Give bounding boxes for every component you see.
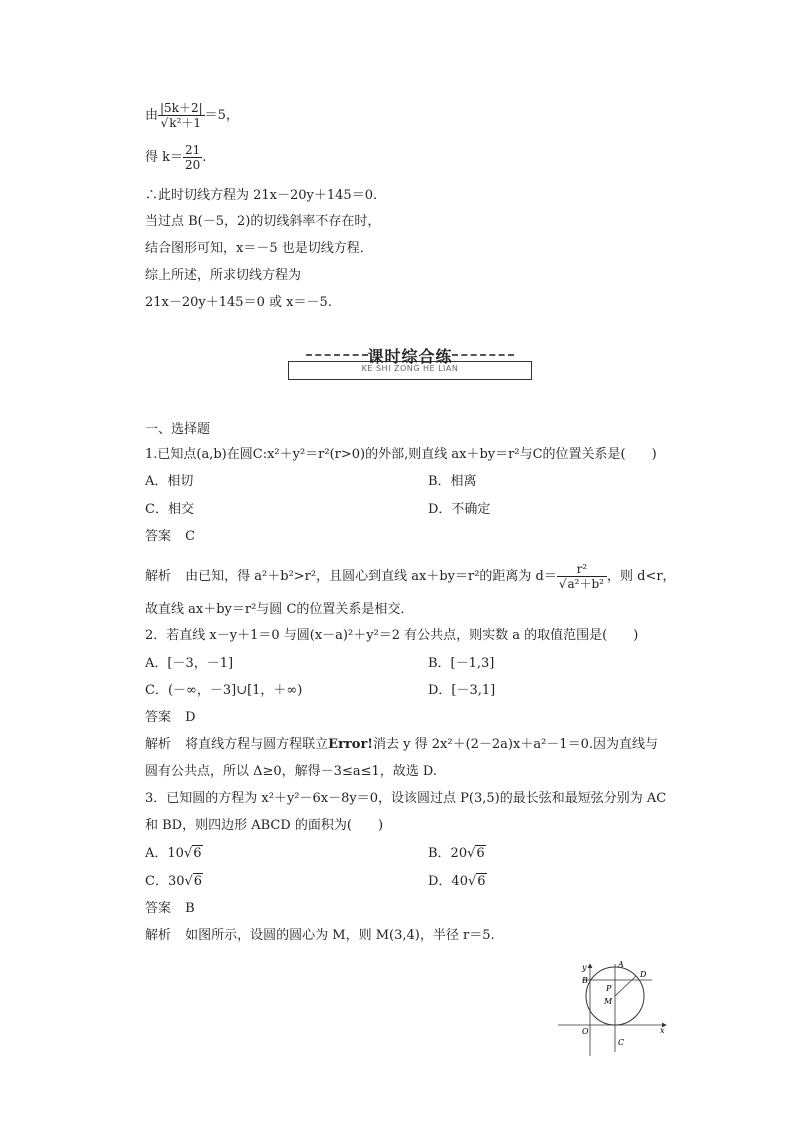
sqrt-icon: √	[183, 846, 193, 861]
answer-label: 答案	[145, 901, 172, 916]
intro-line-2-prefix: 得 k＝	[145, 150, 184, 165]
intro-line-6: 综上所述，所求切线方程为	[145, 268, 302, 283]
q3-stem-2: 和 BD，则四边形 ABCD 的面积为( )	[145, 818, 384, 833]
sqrt-icon: √	[467, 874, 477, 889]
distance-fraction	[158, 101, 205, 130]
answer-label: 答案	[145, 529, 172, 544]
option-a-radicand: 6	[193, 846, 202, 861]
analysis-label: 解析	[145, 737, 172, 752]
sqrt-icon: √	[467, 846, 476, 861]
label-y: y	[582, 963, 587, 972]
label-p: P	[606, 984, 612, 993]
q3-option-a	[145, 845, 203, 863]
error-marker: Error!	[328, 737, 374, 752]
q2-analysis	[145, 736, 658, 754]
intro-line-1	[145, 101, 239, 130]
analysis-label: 解析	[145, 928, 172, 943]
sqrt-icon: √	[184, 874, 193, 889]
label-m: M	[604, 997, 613, 1006]
q1-option-d: D．不确定	[428, 502, 491, 517]
q2-option-d: D．[－3,1]	[428, 683, 496, 698]
intro-line-2	[145, 143, 206, 172]
q1-analysis-2: 故直线 ax＋by＝r²与圆 C的位置关系是相交．	[145, 602, 414, 617]
q1-option-c: C．相交	[145, 502, 194, 517]
answer-label: 答案	[145, 710, 172, 725]
option-d-radicand: 6	[477, 874, 486, 889]
slope-fraction	[183, 143, 202, 172]
q2-answer	[145, 709, 196, 727]
q3-option-c	[145, 873, 203, 891]
answer-value: D	[185, 710, 196, 725]
analysis-label: 解析	[145, 569, 172, 584]
formula-denominator: a²＋b²	[567, 577, 604, 591]
q1-option-b: B．相离	[428, 474, 477, 489]
intro-line-5: 结合图形可知，x＝－5 也是切线方程．	[145, 241, 373, 256]
label-a: A	[618, 960, 624, 969]
q2-option-c: C．(－∞，－3]∪[1，＋∞)	[145, 683, 303, 698]
option-b-coef: B．20	[428, 846, 468, 861]
formula-numerator: r²	[557, 562, 607, 577]
fraction-numerator: |5k＋2|	[160, 101, 203, 115]
banner-title: 课时综合练	[367, 347, 453, 366]
q1-answer	[145, 528, 195, 546]
intro-line-7: 21x－20y＋145＝0 或 x＝－5.	[145, 295, 332, 310]
label-o: O	[582, 1027, 589, 1036]
radius-md	[615, 976, 636, 996]
intro-line-1-suffix: ＝5，	[204, 108, 239, 123]
distance-formula-fraction	[557, 562, 607, 591]
slope-numerator: 21	[185, 143, 201, 157]
analysis-text-end: ，则 d<r，	[607, 569, 676, 584]
section-title: 一、选择题	[145, 422, 211, 437]
label-x: x	[660, 1026, 665, 1035]
q3-option-d	[428, 873, 487, 891]
q1-stem: 1.已知点(a,b)在圆C:x²＋y²＝r²(r>0)的外部,则直线 ax＋by＝r²与C的位置关系是( )	[145, 447, 657, 462]
q2-stem: 2．若直线 x－y＋1＝0 与圆(x－a)²＋y²＝2 有公共点，则实数 a 的取值范围是( )	[145, 628, 639, 643]
label-b: B	[582, 976, 588, 985]
sqrt-icon: √	[558, 577, 567, 591]
banner-subtitle: KE SHI ZONG HE LIAN	[361, 364, 459, 373]
slope-denominator: 20	[185, 158, 201, 172]
q1-option-a: A．相切	[145, 474, 194, 489]
intro-line-2-suffix: .	[202, 150, 207, 165]
q3-answer	[145, 900, 195, 918]
sqrt-icon: √	[160, 116, 169, 130]
analysis-text-start: 将直线方程与圆方程联立	[185, 737, 329, 752]
analysis-text-end: 消去 y 得 2x²＋(2－2a)x＋a²－1＝0.因为直线与	[373, 737, 658, 752]
q3-stem: 3．已知圆的方程为 x²＋y²－6x－8y＝0，设该圆过点 P(3,5)的最长弦和最短弦分别为 AC	[145, 791, 667, 806]
intro-line-3: ∴此时切线方程为 21x－20y＋145＝0.	[145, 188, 378, 203]
q2-option-a: A．[－3，－1]	[145, 656, 234, 671]
option-a-coef: A．10	[145, 846, 184, 861]
intro-line-1-prefix: 由	[145, 108, 159, 123]
q2-option-b: B．[－1,3]	[428, 656, 495, 671]
section-banner	[288, 344, 532, 380]
option-c-coef: C．30	[145, 874, 185, 889]
q3-analysis	[145, 927, 495, 945]
label-c: C	[618, 1038, 625, 1047]
label-d: D	[640, 970, 647, 979]
circle-figure	[556, 958, 674, 1058]
circle-diagram-svg	[556, 958, 674, 1058]
answer-value: B	[185, 901, 195, 916]
intro-line-4: 当过点 B(－5，2)的切线斜率不存在时，	[145, 214, 381, 229]
q1-analysis	[145, 562, 676, 591]
analysis-text-start: 由已知，得 a²＋b²>r²，且圆心到直线 ax＋by＝r²的距离为 d＝	[185, 569, 557, 584]
q2-analysis-2: 圆有公共点，所以 Δ≥0，解得－3≤a≤1，故选 D.	[145, 764, 437, 779]
option-d-coef: D．40	[428, 874, 468, 889]
answer-value: C	[185, 529, 196, 544]
option-b-radicand: 6	[476, 846, 485, 861]
fraction-denominator: k²＋1	[169, 116, 202, 130]
analysis-text: 如图所示，设圆的圆心为 M，则 M(3,4)，半径 r＝5.	[185, 928, 495, 943]
option-c-radicand: 6	[193, 874, 203, 889]
q3-option-b	[428, 845, 486, 863]
